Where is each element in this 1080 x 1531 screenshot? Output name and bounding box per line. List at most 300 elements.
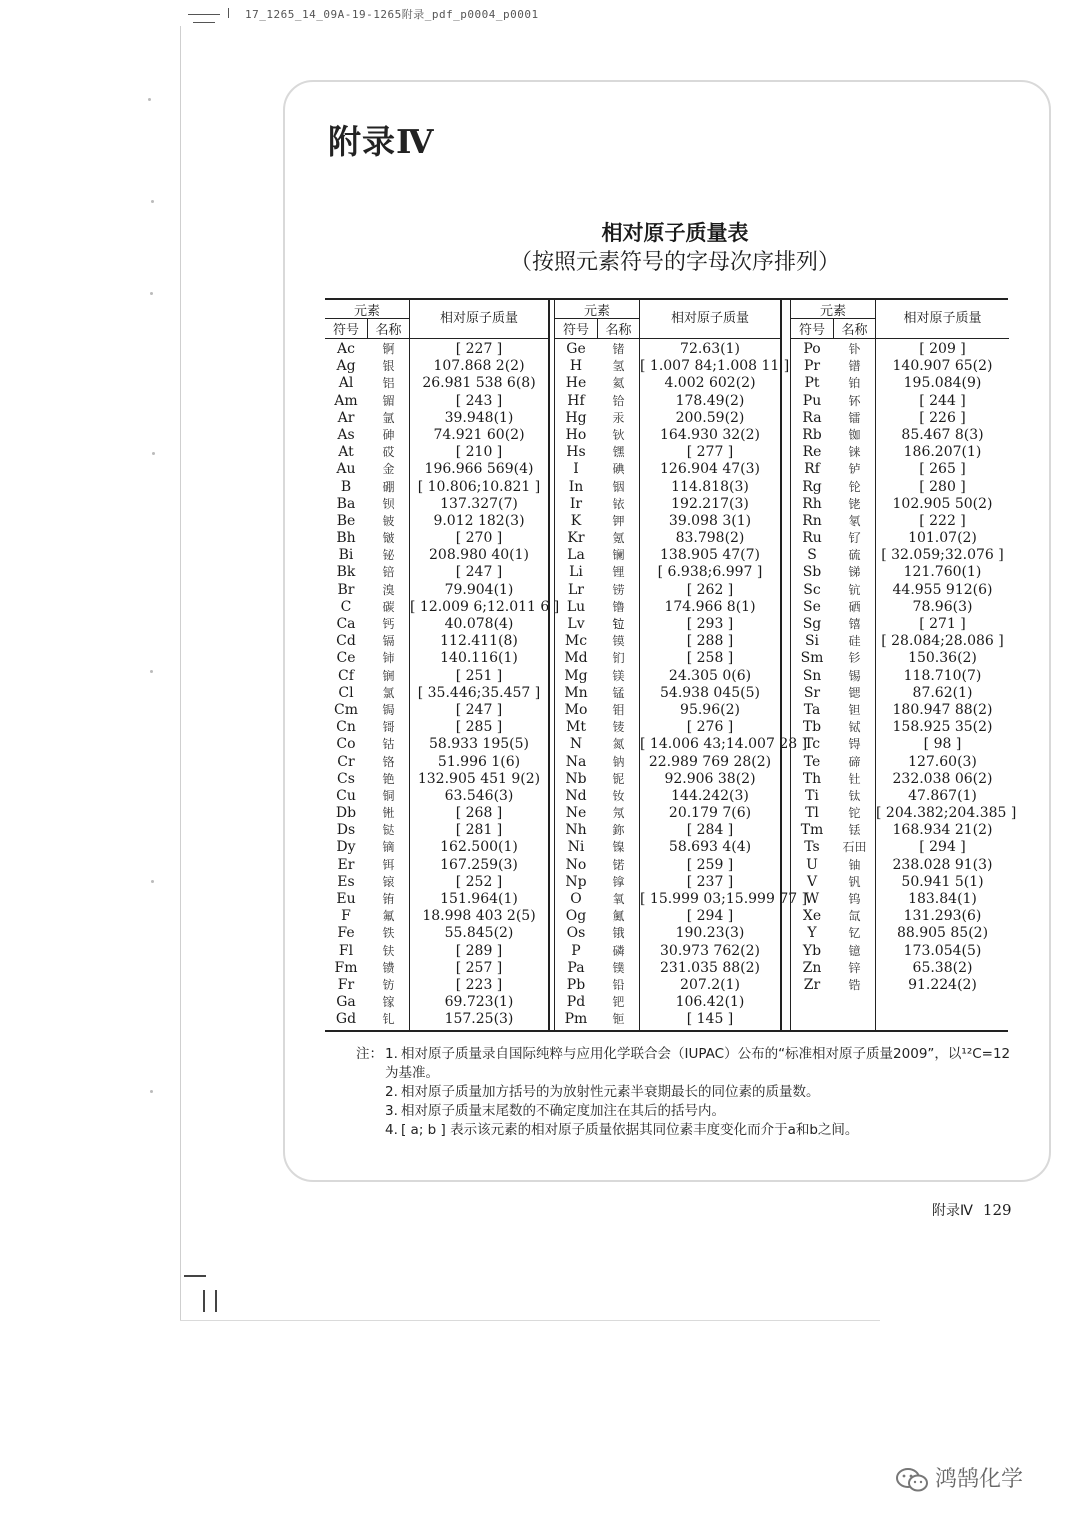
element-symbol: Pt bbox=[804, 375, 820, 392]
element-symbol: Ge bbox=[566, 341, 586, 357]
element-name: 镧 bbox=[612, 548, 625, 563]
element-name: 钴 bbox=[382, 737, 395, 752]
crop-mark bbox=[215, 1290, 217, 1312]
element-name: 钪 bbox=[848, 582, 861, 597]
element-symbol: Tb bbox=[802, 719, 822, 736]
table-notes bbox=[356, 1045, 1016, 1140]
table-row bbox=[325, 960, 548, 977]
element-name: 锗 bbox=[612, 342, 625, 356]
element-symbol: I bbox=[573, 461, 579, 478]
table-row bbox=[325, 582, 548, 599]
element-name: 硒 bbox=[848, 599, 861, 614]
element-symbol: As bbox=[337, 426, 355, 443]
atomic-mass: 51.996 1(6) bbox=[437, 753, 521, 770]
element-symbol: Mn bbox=[564, 684, 588, 701]
table-row bbox=[555, 616, 780, 633]
element-name: 铒 bbox=[382, 857, 395, 872]
element-name: 钠 bbox=[612, 754, 625, 769]
table-row bbox=[791, 513, 1009, 530]
element-symbol: Ru bbox=[802, 530, 822, 547]
element-name: 钽 bbox=[848, 702, 861, 717]
atomic-mass: [ 10.806;10.821 ] bbox=[417, 478, 541, 495]
atomic-mass: [ 271 ] bbox=[919, 616, 966, 632]
element-symbol: Cf bbox=[338, 667, 354, 684]
atomic-mass: 87.62(1) bbox=[912, 684, 973, 701]
table-row bbox=[555, 805, 780, 822]
table-row bbox=[325, 977, 548, 994]
table-column-group-3 bbox=[790, 300, 1017, 1030]
table-row bbox=[325, 616, 548, 633]
atomic-mass: 55.845(2) bbox=[444, 925, 514, 942]
table-row bbox=[325, 719, 548, 736]
element-symbol: Au bbox=[336, 461, 356, 478]
atomic-mass: [ 98 ] bbox=[923, 736, 962, 753]
atomic-mass: [ 237 ] bbox=[686, 873, 734, 890]
table-row bbox=[325, 341, 548, 358]
table-row bbox=[791, 719, 1009, 736]
element-name: 锡 bbox=[848, 668, 861, 683]
table-rows bbox=[325, 341, 560, 1029]
element-name: 铂 bbox=[848, 376, 861, 391]
element-symbol: Rf bbox=[804, 461, 820, 478]
header-mass: 相对原子质量 bbox=[439, 311, 518, 326]
element-name: 钾 bbox=[612, 513, 625, 528]
scan-header bbox=[0, 0, 1080, 26]
atomic-mass-table bbox=[325, 298, 1017, 1032]
table-row bbox=[555, 1011, 780, 1028]
element-name: 鿫 bbox=[612, 909, 625, 924]
element-name: 钕 bbox=[612, 788, 625, 803]
table-row bbox=[325, 633, 548, 650]
table-row bbox=[325, 375, 548, 392]
element-name: 镭 bbox=[848, 410, 861, 425]
element-symbol: Pm bbox=[564, 1011, 588, 1028]
header-element: 元素 bbox=[325, 300, 410, 319]
table-row bbox=[791, 633, 1009, 650]
atomic-mass: [ 259 ] bbox=[686, 856, 734, 873]
table-row bbox=[555, 994, 780, 1011]
element-name: 钫 bbox=[382, 977, 395, 992]
element-name: 锝 bbox=[848, 737, 861, 752]
element-symbol: At bbox=[338, 444, 354, 461]
table-row bbox=[325, 822, 548, 839]
element-symbol: Ne bbox=[565, 805, 587, 822]
table-row bbox=[791, 754, 1009, 771]
element-name: 铍 bbox=[382, 513, 395, 528]
atomic-mass: 47.867(1) bbox=[908, 787, 977, 804]
table-row bbox=[791, 444, 1009, 461]
element-symbol: Zr bbox=[803, 976, 821, 993]
element-symbol: Rh bbox=[802, 495, 822, 512]
atomic-mass: [ 257 ] bbox=[455, 959, 503, 976]
atomic-mass: 207.2(1) bbox=[680, 976, 740, 993]
element-symbol: B bbox=[340, 478, 352, 495]
element-name: 镤 bbox=[612, 960, 625, 975]
element-name: 钛 bbox=[848, 788, 861, 803]
note-number: 4. bbox=[385, 1122, 398, 1138]
table-row bbox=[555, 444, 780, 461]
atomic-mass: 91.224(2) bbox=[908, 976, 977, 993]
element-symbol: Fm bbox=[334, 959, 358, 976]
element-symbol: Og bbox=[565, 908, 587, 925]
atomic-mass: [ 227 ] bbox=[455, 341, 503, 357]
atomic-mass: 173.054(5) bbox=[903, 942, 982, 959]
element-symbol: No bbox=[565, 856, 587, 873]
table-row bbox=[325, 479, 548, 496]
table-row bbox=[555, 530, 780, 547]
table-row bbox=[325, 461, 548, 478]
header-symbol: 符号 bbox=[555, 319, 598, 338]
element-symbol: Bk bbox=[336, 564, 356, 581]
table-row bbox=[325, 564, 548, 581]
element-symbol: Br bbox=[337, 581, 355, 598]
table-row bbox=[555, 496, 780, 513]
atomic-mass: [ 284 ] bbox=[686, 822, 734, 839]
element-symbol: Eu bbox=[336, 891, 356, 907]
crop-mark bbox=[184, 1275, 206, 1277]
table-row bbox=[791, 805, 1017, 822]
element-symbol: Ir bbox=[569, 495, 583, 512]
table-row bbox=[325, 650, 548, 667]
note-4 bbox=[356, 1121, 1016, 1140]
table-row bbox=[791, 616, 1009, 633]
element-name: 镨 bbox=[848, 359, 861, 374]
element-name: 汞 bbox=[612, 410, 625, 425]
atomic-mass: [ 222 ] bbox=[919, 512, 966, 529]
element-symbol: Os bbox=[566, 925, 586, 942]
table-row bbox=[325, 547, 548, 564]
element-name: 钌 bbox=[848, 531, 861, 546]
element-name: 铅 bbox=[612, 977, 625, 992]
table-row bbox=[555, 685, 780, 702]
atomic-mass: 157.25(3) bbox=[444, 1011, 514, 1028]
table-row bbox=[325, 943, 548, 960]
element-symbol: Sg bbox=[802, 616, 822, 632]
atomic-mass: 58.693 4(4) bbox=[668, 839, 752, 856]
table-row bbox=[325, 874, 548, 891]
table-row bbox=[791, 668, 1009, 685]
atomic-mass: 144.242(3) bbox=[671, 787, 749, 804]
element-name: 铹 bbox=[612, 582, 625, 597]
atomic-mass: [ 243 ] bbox=[455, 392, 503, 409]
scan-header-text: 17_1265_14_09A-19-1265附录_pdf_p0004_p0001 bbox=[245, 8, 539, 21]
element-symbol: U bbox=[806, 856, 818, 873]
element-name: 钆 bbox=[382, 1012, 395, 1027]
element-name: 锘 bbox=[612, 857, 625, 872]
element-name: 铁 bbox=[382, 926, 395, 941]
atomic-mass: 58.933 195(5) bbox=[429, 736, 529, 753]
atomic-mass: 72.63(1) bbox=[680, 341, 740, 357]
atomic-mass: 92.906 38(2) bbox=[664, 770, 756, 787]
atomic-mass: 121.760(1) bbox=[903, 564, 982, 581]
atomic-mass: 158.925 35(2) bbox=[892, 719, 993, 736]
table-row bbox=[325, 994, 548, 1011]
element-name: 锶 bbox=[848, 685, 861, 700]
table-row bbox=[555, 977, 780, 994]
atomic-mass: 151.964(1) bbox=[440, 891, 518, 907]
atomic-mass: 192.217(3) bbox=[671, 495, 749, 512]
atomic-mass: 178.49(2) bbox=[675, 392, 745, 409]
table-row bbox=[555, 461, 780, 478]
atomic-mass: 186.207(1) bbox=[903, 444, 982, 461]
element-symbol: Mg bbox=[564, 667, 588, 684]
table-row bbox=[325, 1011, 548, 1028]
element-name: 铈 bbox=[382, 651, 395, 666]
element-symbol: Cn bbox=[336, 719, 356, 736]
table-row bbox=[555, 393, 780, 410]
header-symbol: 符号 bbox=[791, 319, 834, 338]
atomic-mass: 69.723(1) bbox=[444, 994, 514, 1011]
table-row bbox=[555, 925, 780, 942]
atomic-mass: [ 226 ] bbox=[919, 409, 966, 426]
element-name: 铪 bbox=[612, 393, 625, 408]
page-bottom-edge bbox=[180, 1320, 880, 1321]
table-row bbox=[791, 375, 1009, 392]
note-number: 1. bbox=[385, 1046, 398, 1062]
element-name: 铜 bbox=[382, 788, 395, 803]
atomic-mass: 183.84(1) bbox=[908, 891, 977, 907]
atomic-mass: [ 210 ] bbox=[455, 444, 503, 461]
atomic-mass: [ 247 ] bbox=[455, 564, 503, 581]
table-row bbox=[791, 461, 1009, 478]
element-name: 铌 bbox=[612, 771, 625, 786]
table-row bbox=[325, 444, 548, 461]
element-symbol: Po bbox=[803, 341, 821, 357]
element-name: 锎 bbox=[382, 668, 395, 683]
table-row bbox=[555, 943, 780, 960]
element-symbol: Tl bbox=[805, 805, 819, 822]
element-symbol: Cr bbox=[337, 753, 355, 770]
atomic-mass: 208.980 40(1) bbox=[429, 547, 529, 564]
element-symbol: Li bbox=[569, 564, 583, 581]
element-name: 钡 bbox=[382, 496, 395, 511]
element-name: 镁 bbox=[612, 668, 625, 683]
element-symbol: Sm bbox=[800, 650, 824, 667]
atomic-mass: 101.07(2) bbox=[908, 530, 977, 547]
element-symbol: Ts bbox=[804, 839, 820, 856]
table-row bbox=[325, 598, 560, 616]
element-name: 铱 bbox=[612, 496, 625, 511]
atomic-mass: [ 6.938;6.997 ] bbox=[657, 564, 763, 581]
element-symbol: Cs bbox=[337, 770, 355, 787]
element-name: 铑 bbox=[848, 496, 861, 511]
table-row bbox=[791, 685, 1009, 702]
element-symbol: Sc bbox=[803, 581, 821, 598]
element-symbol: Db bbox=[335, 805, 357, 822]
element-name: 硼 bbox=[382, 479, 395, 494]
atomic-mass: 22.989 769 28(2) bbox=[648, 753, 772, 770]
element-name: 鿏 bbox=[612, 720, 625, 735]
table-row bbox=[325, 685, 548, 702]
element-name: 氩 bbox=[382, 410, 395, 425]
table-row bbox=[791, 702, 1009, 719]
element-symbol: Co bbox=[336, 736, 356, 753]
table-row bbox=[791, 496, 1009, 513]
element-name: 钷 bbox=[612, 1012, 625, 1027]
element-symbol: Pd bbox=[566, 994, 586, 1011]
element-name: 锕 bbox=[382, 342, 395, 356]
element-symbol: Ca bbox=[336, 616, 356, 632]
table-row bbox=[791, 582, 1009, 599]
element-name: 锇 bbox=[612, 926, 625, 941]
atomic-mass: [ 262 ] bbox=[686, 581, 734, 598]
page-footer bbox=[932, 1200, 1012, 1220]
table-row bbox=[791, 736, 1009, 753]
note-text: 相对原子质量加方括号的为放射性元素半衰期最长的同位素的质量数。 bbox=[401, 1084, 820, 1100]
element-name: 锑 bbox=[848, 565, 861, 580]
element-symbol: Sn bbox=[802, 667, 822, 684]
element-name: 锫 bbox=[382, 565, 395, 580]
element-symbol: Pb bbox=[566, 976, 586, 993]
element-symbol: Zn bbox=[802, 959, 822, 976]
table-row bbox=[791, 479, 1009, 496]
element-name: 钍 bbox=[848, 771, 861, 786]
header-name: 名称 bbox=[368, 319, 410, 338]
atomic-mass: 95.96(2) bbox=[680, 701, 740, 718]
table-row bbox=[555, 822, 780, 839]
element-symbol: Ag bbox=[336, 358, 356, 375]
element-name: 铟 bbox=[612, 479, 625, 494]
table-row bbox=[555, 341, 780, 358]
element-name: 𫟷 bbox=[612, 617, 625, 631]
table-row bbox=[555, 547, 780, 564]
atomic-mass: 180.947 88(2) bbox=[892, 701, 993, 718]
element-symbol: Si bbox=[804, 633, 820, 650]
atomic-mass: 126.904 47(3) bbox=[660, 461, 760, 478]
element-name: 镍 bbox=[612, 840, 625, 855]
atomic-mass: [ 294 ] bbox=[919, 839, 966, 856]
table-row bbox=[555, 427, 780, 444]
atomic-mass: [ 251 ] bbox=[455, 667, 503, 684]
element-symbol: Fr bbox=[337, 976, 355, 993]
atomic-mass: [ 244 ] bbox=[919, 392, 966, 409]
element-name: 铼 bbox=[848, 445, 861, 460]
table-row bbox=[791, 822, 1009, 839]
element-name: 铊 bbox=[848, 806, 861, 821]
element-name: 钋 bbox=[848, 342, 861, 356]
table-row bbox=[791, 427, 1009, 444]
element-name: 𬬭 bbox=[848, 479, 861, 494]
element-name: 𬬻 bbox=[848, 462, 861, 477]
table-row bbox=[325, 805, 548, 822]
atomic-mass: 137.327(7) bbox=[440, 495, 518, 512]
atomic-mass: 24.305 0(6) bbox=[668, 667, 752, 684]
atomic-mass: [ 32.059;32.076 ] bbox=[881, 547, 1004, 564]
element-symbol: Am bbox=[334, 392, 358, 409]
element-name: 𬭶 bbox=[612, 445, 625, 460]
element-name: 锔 bbox=[382, 702, 395, 717]
element-name: 氟 bbox=[382, 909, 395, 924]
element-name: 锂 bbox=[612, 565, 625, 580]
scan-mark bbox=[228, 8, 229, 18]
atomic-mass: [ 209 ] bbox=[919, 341, 966, 357]
table-row bbox=[791, 874, 1009, 891]
table-row bbox=[555, 891, 808, 908]
element-symbol: In bbox=[568, 478, 584, 495]
element-name: 鿔 bbox=[382, 720, 395, 735]
table-rows bbox=[555, 341, 808, 1029]
table-row bbox=[325, 393, 548, 410]
table-row bbox=[555, 358, 790, 375]
element-symbol: Na bbox=[565, 753, 587, 770]
table-row bbox=[555, 513, 780, 530]
element-name: 镆 bbox=[612, 634, 625, 649]
table-row bbox=[555, 599, 780, 616]
atomic-mass: 132.905 451 9(2) bbox=[417, 770, 541, 787]
atomic-mass: 78.96(3) bbox=[912, 598, 973, 615]
element-symbol: S bbox=[807, 547, 817, 564]
element-symbol: Mo bbox=[564, 701, 588, 718]
note-text: [ a; b ] 表示该元素的相对原子质量依据其同位素丰度变化而介于a和b之间。 bbox=[401, 1122, 859, 1138]
element-name: 铬 bbox=[382, 754, 395, 769]
element-name: 氧 bbox=[612, 892, 625, 906]
element-symbol: Cm bbox=[334, 701, 358, 718]
atomic-mass: [ 293 ] bbox=[686, 616, 734, 632]
atomic-mass: 168.934 21(2) bbox=[892, 822, 993, 839]
table-row bbox=[325, 891, 548, 908]
element-name: 𫟼 bbox=[382, 823, 395, 838]
atomic-mass: [ 258 ] bbox=[686, 650, 734, 667]
element-name: 硅 bbox=[848, 634, 861, 649]
table-header bbox=[555, 300, 780, 339]
table-row bbox=[555, 633, 780, 650]
table-row bbox=[555, 375, 780, 392]
element-name: 铯 bbox=[382, 771, 395, 786]
table-row bbox=[325, 771, 548, 788]
element-symbol: Lv bbox=[567, 616, 585, 632]
atomic-mass: 54.938 045(5) bbox=[660, 684, 760, 701]
element-symbol: He bbox=[565, 375, 587, 392]
table-row bbox=[791, 925, 1009, 942]
atomic-mass: [ 280 ] bbox=[919, 478, 966, 495]
table-row bbox=[325, 668, 548, 685]
table-row bbox=[555, 410, 780, 427]
atomic-mass: [ 35.446;35.457 ] bbox=[417, 684, 541, 701]
element-symbol: Be bbox=[336, 512, 356, 529]
element-name: 钇 bbox=[848, 926, 861, 941]
note-3 bbox=[356, 1102, 1016, 1121]
table-row bbox=[325, 857, 548, 874]
atomic-mass: [ 252 ] bbox=[455, 873, 503, 890]
element-name: 钒 bbox=[848, 874, 861, 889]
table-row bbox=[791, 788, 1009, 805]
atomic-mass: 88.905 85(2) bbox=[896, 925, 989, 942]
element-symbol: Ta bbox=[803, 701, 821, 718]
element-name: 金 bbox=[382, 462, 395, 477]
element-symbol: N bbox=[569, 736, 583, 753]
atomic-mass: 40.078(4) bbox=[444, 616, 514, 632]
element-name: 石田 bbox=[842, 840, 867, 855]
table-row bbox=[555, 719, 780, 736]
table-row bbox=[555, 564, 780, 581]
watermark bbox=[895, 1462, 1023, 1493]
element-symbol: P bbox=[571, 942, 581, 959]
atomic-mass: [ 277 ] bbox=[686, 444, 734, 461]
header-mass: 相对原子质量 bbox=[903, 311, 982, 326]
element-name: 钙 bbox=[382, 617, 395, 631]
element-name: 钚 bbox=[848, 393, 861, 408]
atomic-mass: 20.179 7(6) bbox=[668, 805, 752, 822]
atomic-mass: 150.36(2) bbox=[908, 650, 977, 667]
atomic-mass: 4.002 602(2) bbox=[664, 375, 756, 392]
element-name: 铕 bbox=[382, 892, 395, 906]
atomic-mass: 65.38(2) bbox=[912, 959, 973, 976]
element-symbol: Te bbox=[803, 753, 821, 770]
table-row bbox=[791, 530, 1009, 547]
atomic-mass: 232.038 06(2) bbox=[892, 770, 993, 787]
atomic-mass: 140.116(1) bbox=[440, 650, 518, 667]
atomic-mass: 26.981 538 6(8) bbox=[422, 375, 536, 392]
